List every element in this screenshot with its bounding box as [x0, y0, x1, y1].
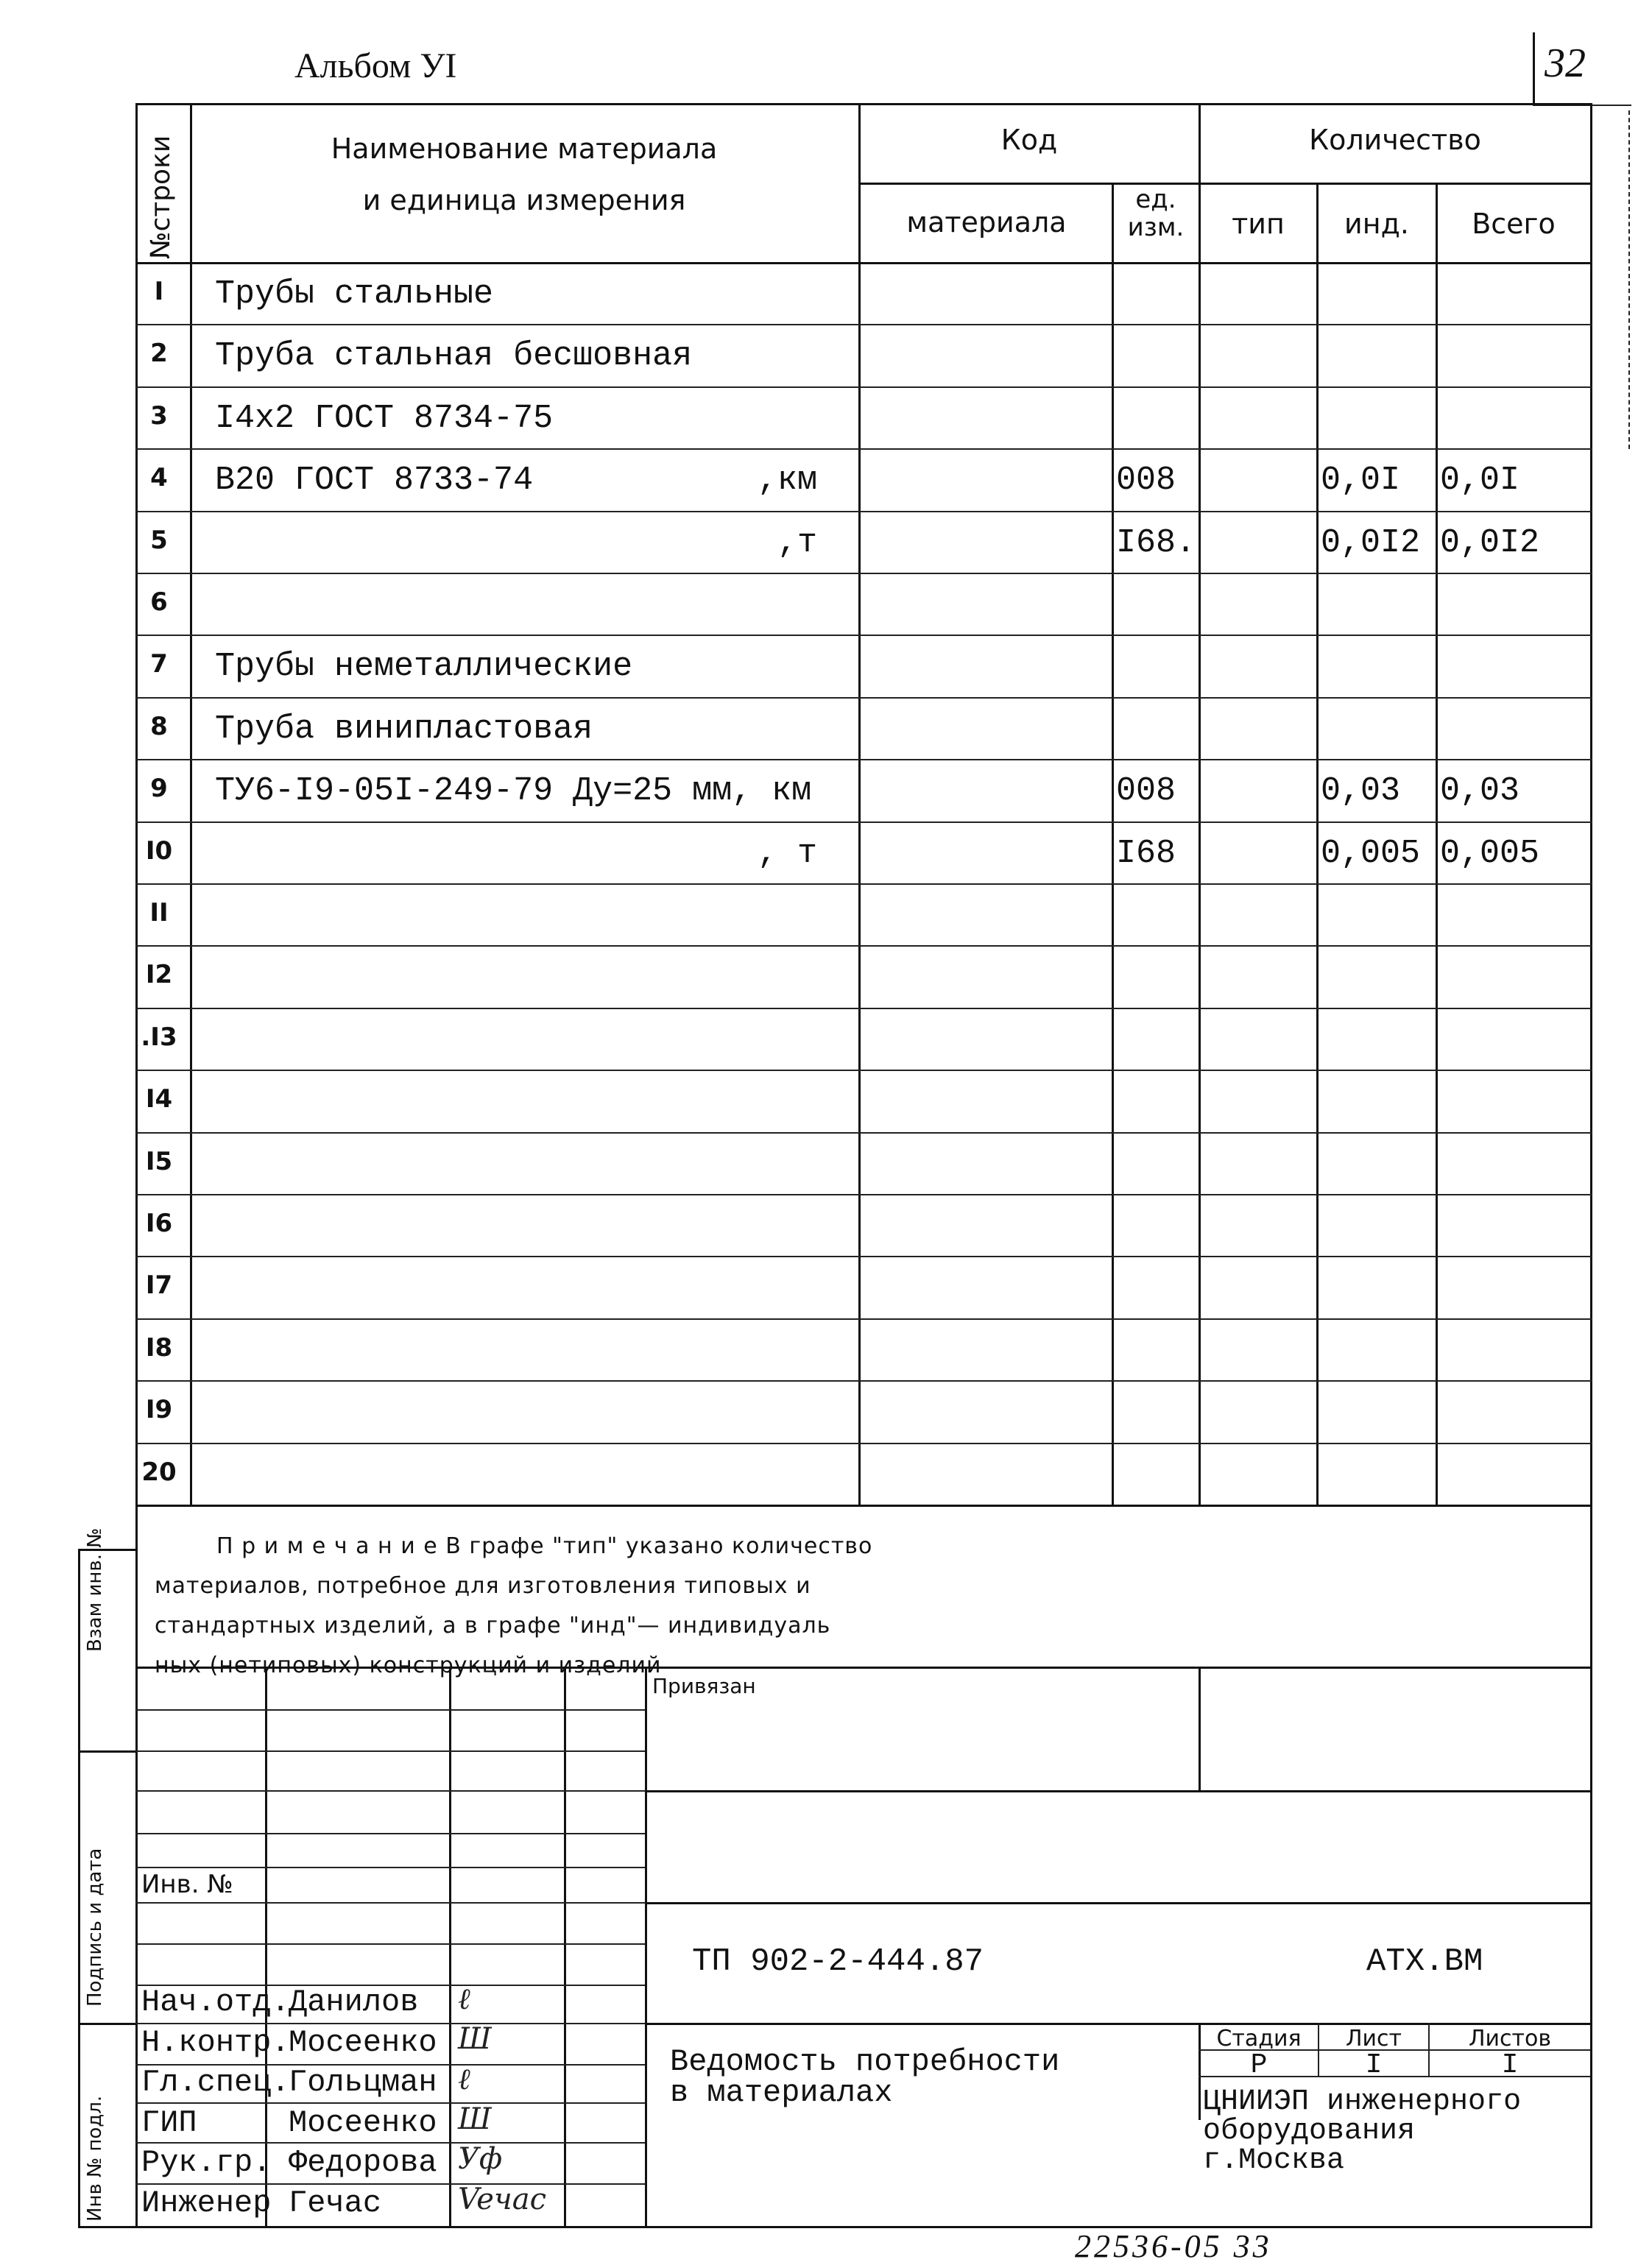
row-number: I6 — [145, 1209, 173, 1238]
inv-no-label: Инв. № — [141, 1870, 233, 1899]
qty-ind: 0,005 — [1321, 834, 1421, 872]
signature-scribble: ℓ — [458, 1982, 470, 2016]
note-line-3: стандартных изделий, а в графе "инд"— индивидуаль — [155, 1613, 831, 1639]
unit-code: I68 — [1116, 834, 1176, 872]
row-number: 20 — [141, 1457, 177, 1487]
note-line-4: ных (нетиповых) конструкций и изделий — [155, 1653, 662, 1678]
signer-name: Федорова — [289, 2145, 437, 2180]
podpis-data-label: Подпись и дата — [84, 1848, 106, 2007]
document-title — [670, 2046, 1059, 2108]
signer-role: Нач.отд. — [141, 1985, 290, 2020]
qty-type-header: тип — [1232, 208, 1285, 240]
code-material-header: материала — [906, 206, 1067, 238]
page-number: 32 — [1545, 40, 1586, 86]
code-unit-header — [1113, 185, 1199, 241]
qty-total: 0,0I — [1440, 462, 1520, 500]
organization-line2: оборудования — [1203, 2115, 1416, 2148]
signer-name: Данилов — [289, 1985, 419, 2020]
row-number: I9 — [145, 1395, 173, 1425]
unit-code: 008 — [1116, 462, 1176, 500]
row-number: 8 — [150, 711, 168, 741]
unit-suffix: ,км — [757, 462, 817, 500]
document-title-line1: Ведомость потребности — [670, 2044, 1060, 2080]
row-number: 4 — [150, 463, 168, 493]
signature-scribble: Уф — [458, 2142, 503, 2176]
privyazan-label: Привязан — [652, 1674, 756, 1698]
signer-name: Гольцман — [289, 2065, 437, 2100]
row-number: 7 — [150, 649, 168, 679]
signer-role: Н.контр. — [141, 2024, 290, 2060]
signer-role: Инженер — [141, 2185, 272, 2221]
document-title-line2: в материалах — [670, 2075, 893, 2110]
organization-line3: г.Москва — [1203, 2144, 1345, 2177]
code-header: Код — [1000, 124, 1058, 156]
quantity-header: Количество — [1309, 124, 1481, 156]
signature-scribble: Veчас — [458, 2182, 547, 2216]
unit-suffix: ,т — [777, 523, 817, 562]
row-number: 3 — [150, 400, 168, 431]
code-unit-header-line1: ед. — [1135, 185, 1176, 214]
unit-code: I68. — [1116, 523, 1196, 562]
sheets-value: I — [1501, 2049, 1519, 2081]
note-line-2: материалов, потребное для изготовления типовых и — [155, 1573, 811, 1599]
stage-label: Стадия — [1216, 2026, 1302, 2052]
row-number: II — [149, 898, 169, 927]
note-block — [155, 1527, 872, 1686]
note-line-1: П р и м е ч а н и е В графе "тип" указано количество — [216, 1533, 873, 1559]
signer-name: Мосеенко — [289, 2024, 437, 2060]
row-number: I2 — [145, 960, 173, 990]
material-name: Труба винипластовая — [215, 710, 593, 748]
album-label: Альбом УI — [294, 46, 457, 85]
qty-total: 0,005 — [1440, 834, 1540, 872]
material-name: Труба стальная бесшовная — [215, 337, 693, 375]
inv-podl-label: Инв № подл. — [84, 2095, 106, 2222]
vzam-inv-label: Взам инв. № — [84, 1527, 106, 1652]
row-number: 5 — [150, 525, 168, 555]
signer-role: Рук.гр. — [141, 2145, 272, 2180]
row-number-header: №строки — [146, 135, 176, 259]
row-number: 2 — [150, 339, 168, 369]
material-name: ТУ6-I9-05I-249-79 Ду=25 мм, км — [215, 772, 812, 810]
document-code: ТП 902-2-444.87 — [692, 1943, 984, 1980]
name-header-line1: Наименование материала — [331, 132, 718, 165]
signer-role: Гл.спец. — [141, 2065, 290, 2100]
document-mark: АТХ.ВМ — [1366, 1943, 1483, 1980]
signer-name: Мосеенко — [289, 2105, 437, 2141]
signer-role: ГИП — [141, 2105, 197, 2141]
unit-code: 008 — [1116, 772, 1176, 810]
qty-total: 0,0I2 — [1440, 523, 1540, 562]
qty-ind: 0,03 — [1321, 772, 1401, 810]
signature-scribble: ℓ — [458, 2063, 470, 2096]
sheet-label: Лист — [1345, 2026, 1402, 2052]
row-number: I5 — [145, 1146, 173, 1176]
qty-ind-header: инд. — [1344, 208, 1409, 240]
row-number: I8 — [145, 1332, 173, 1363]
qty-ind: 0,0I2 — [1321, 523, 1421, 562]
material-name: I4х2 ГОСТ 8734-75 — [215, 399, 554, 437]
material-name: Трубы стальные — [215, 275, 494, 313]
stage-value: Р — [1250, 2049, 1268, 2081]
code-unit-header-line2: изм. — [1127, 213, 1185, 242]
row-number: .I3 — [141, 1022, 177, 1052]
material-name: Трубы неметаллические — [215, 648, 633, 686]
row-number: I7 — [145, 1271, 173, 1301]
signature-scribble: Ш — [458, 2102, 492, 2136]
signature-scribble: Ш — [458, 2021, 492, 2056]
row-number: 6 — [150, 587, 168, 617]
unit-suffix: , т — [757, 834, 817, 872]
qty-ind: 0,0I — [1321, 462, 1401, 500]
row-number: I — [154, 277, 164, 306]
qty-total: 0,03 — [1440, 772, 1520, 810]
row-number: I0 — [145, 835, 173, 866]
sheets-label: Листов — [1468, 2026, 1552, 2052]
organization-line1: ЦНИИЭП инженерного — [1203, 2085, 1522, 2119]
signer-name: Гечас — [289, 2185, 382, 2221]
organization — [1203, 2085, 1522, 2177]
sheet-value: I — [1365, 2049, 1383, 2081]
row-number: I4 — [145, 1084, 173, 1114]
row-number: 9 — [150, 774, 168, 804]
material-name: В20 ГОСТ 8733-74 — [215, 462, 534, 500]
name-header-line2: и единица измерения — [362, 184, 686, 216]
qty-total-header: Всего — [1472, 208, 1556, 240]
bottom-code: 22536-05 33 — [1075, 2228, 1272, 2264]
